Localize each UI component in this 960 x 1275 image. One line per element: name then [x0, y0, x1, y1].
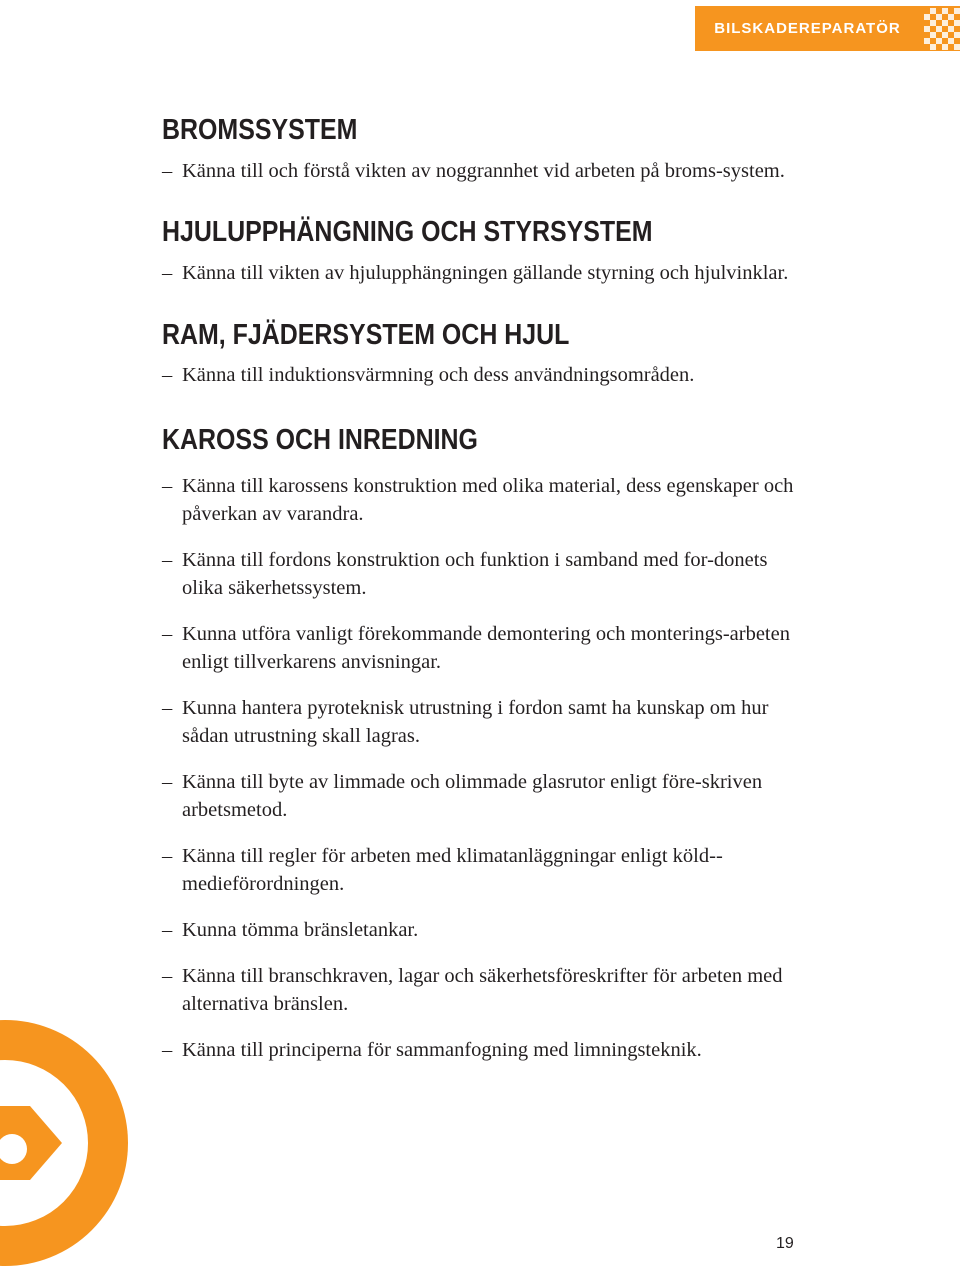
list-item: – Känna till regler för arbeten med klimatanläggningar enligt köld-medieförordningen.	[162, 842, 812, 898]
header-label: BILSKADEREPARATÖR	[714, 20, 901, 37]
list-item: – Känna till fordons konstruktion och funktion i samband med for-donets olika säkerhetssystem.	[162, 546, 812, 602]
list-item: – Känna till och förstå vikten av noggrannhet vid arbeten på broms-system.	[162, 157, 812, 185]
page-number: 19	[776, 1235, 794, 1252]
section-title: BROMSSYSTEM	[162, 114, 358, 146]
section-title: RAM, FJÄDERSYSTEM OCH HJUL	[162, 319, 570, 351]
section-hjulupphangning	[162, 212, 812, 287]
section-bromssystem	[162, 110, 812, 185]
section-title: HJULUPPHÄNGNING OCH STYRSYSTEM	[162, 216, 653, 248]
list-item: – Känna till induktionsvärmning och dess användningsområden.	[162, 361, 812, 389]
section-list	[162, 259, 812, 287]
list-item: – Kunna hantera pyroteknisk utrustning i fordon samt ha kunskap om hur sådan utrustning skall lagras.	[162, 694, 812, 750]
list-item: – Kunna tömma bränsletankar.	[162, 916, 812, 944]
section-list	[162, 157, 812, 185]
section-list	[162, 472, 812, 1064]
orange-ring-decoration-icon	[0, 1010, 150, 1275]
checker-pattern-icon	[922, 6, 960, 51]
header-tab	[695, 6, 960, 51]
section-ram-fjadersystem	[162, 315, 812, 389]
list-item: – Känna till principerna för sammanfogning med limningsteknik.	[162, 1036, 812, 1064]
list-item: – Känna till byte av limmade och olimmade glasrutor enligt före-skriven arbetsmetod.	[162, 768, 812, 824]
section-list	[162, 361, 812, 389]
section-title: KAROSS OCH INREDNING	[162, 424, 478, 456]
content	[162, 110, 812, 1064]
list-item: – Kunna utföra vanligt förekommande demontering och monterings-arbeten enligt tillverkarens anvisningar.	[162, 620, 812, 676]
section-kaross-inredning	[162, 420, 812, 1064]
list-item: – Känna till branschkraven, lagar och säkerhetsföreskrifter för arbeten med alternativa bränslen.	[162, 962, 812, 1018]
list-item: – Känna till karossens konstruktion med olika material, dess egenskaper och påverkan av varandra.	[162, 472, 812, 528]
list-item: – Känna till vikten av hjulupphängningen gällande styrning och hjulvinklar.	[162, 259, 812, 287]
